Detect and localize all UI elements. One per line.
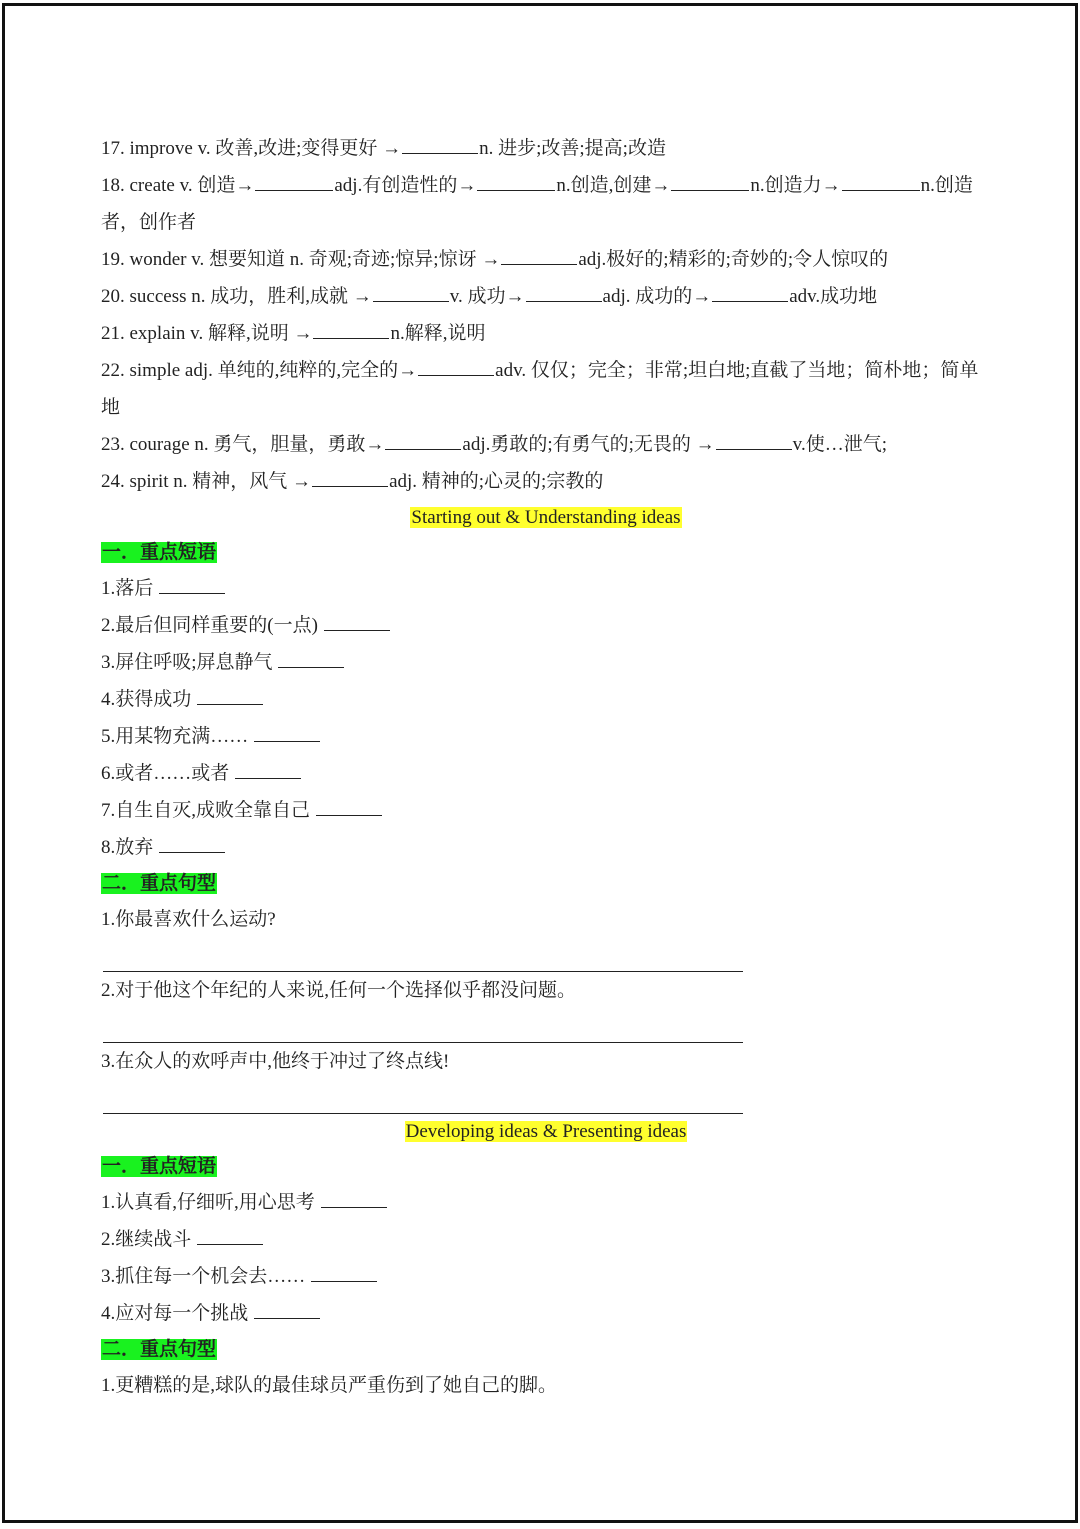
phrase-text: 1.落后 — [101, 578, 154, 599]
phrase-text: 4.获得成功 — [101, 689, 192, 710]
section-title: Developing ideas & Presenting ideas — [405, 1121, 687, 1142]
vocab-item-19 — [101, 241, 991, 278]
answer-blank[interactable] — [477, 171, 555, 191]
phrase-item — [101, 1258, 991, 1295]
vocab-item-18-continuation — [101, 204, 991, 241]
vocab-item-21 — [101, 315, 991, 352]
answer-blank[interactable] — [526, 282, 602, 302]
phrase-item — [101, 718, 991, 755]
sentence-item — [101, 1367, 991, 1404]
phrase-item — [101, 607, 991, 644]
phrase-item — [101, 1221, 991, 1258]
vocab-text: 18. create v. 创造→ — [101, 175, 255, 196]
answer-blank[interactable] — [235, 759, 301, 779]
sentence-text: 1.更糟糕的是,球队的最佳球员严重伤到了她自己的脚。 — [101, 1375, 558, 1396]
sentences-heading: 二．重点句型 — [102, 873, 217, 894]
phrase-item — [101, 1184, 991, 1221]
vocab-text: adj.勇敢的;有勇气的;无畏的 → — [462, 434, 715, 455]
sentence-text: 2.对于他这个年纪的人来说,任何一个选择似乎都没问题。 — [101, 980, 577, 1001]
vocab-text: adj.极好的;精彩的;奇妙的;令人惊叹的 — [578, 249, 889, 270]
sentences-heading-row — [101, 1332, 991, 1367]
worksheet-page — [2, 3, 1078, 1523]
vocab-text: 者，创作者 — [101, 212, 197, 233]
phrase-item — [101, 644, 991, 681]
phrase-item — [101, 1295, 991, 1332]
phrase-item — [101, 570, 991, 607]
phrase-text: 2.继续战斗 — [101, 1229, 192, 1250]
phrase-text: 6.或者……或者 — [101, 763, 230, 784]
answer-blank[interactable] — [312, 467, 388, 487]
answer-blank[interactable] — [712, 282, 788, 302]
vocab-item-22-continuation — [101, 389, 991, 426]
phrase-text: 8.放弃 — [101, 837, 154, 858]
vocab-text: adj.有创造性的→ — [334, 175, 477, 196]
sentences-heading: 二．重点句型 — [102, 1339, 217, 1360]
section-title-row — [101, 500, 991, 535]
phrases-heading: 一．重点短语 — [102, 542, 217, 563]
answer-blank[interactable] — [311, 1262, 377, 1282]
vocab-text: adv. 仅仅；完全；非常;坦白地;直截了当地；简朴地；简单 — [495, 360, 979, 381]
answer-blank[interactable] — [671, 171, 749, 191]
vocab-text: v. 成功→ — [449, 286, 525, 307]
answer-blank[interactable] — [501, 245, 577, 265]
vocab-text: n. 进步;改善;提高;改造 — [479, 138, 666, 159]
phrase-item — [101, 792, 991, 829]
sentences-heading-row — [101, 866, 991, 901]
sentence-item — [101, 1043, 991, 1080]
vocab-text: 21. explain v. 解释,说明 → — [101, 323, 313, 344]
answer-blank[interactable] — [418, 356, 494, 376]
vocab-text: adj. 精神的;心灵的;宗教的 — [389, 471, 604, 492]
answer-blank[interactable] — [316, 796, 382, 816]
phrase-text: 1.认真看,仔细听,用心思考 — [101, 1192, 315, 1213]
vocab-item-22 — [101, 352, 991, 389]
vocab-text: 24. spirit n. 精神，风气 → — [101, 471, 312, 492]
vocab-item-24 — [101, 463, 991, 500]
answer-blank[interactable] — [716, 430, 792, 450]
vocab-text: adv.成功地 — [789, 286, 878, 307]
vocab-text: adj. 成功的→ — [602, 286, 712, 307]
worksheet-content — [101, 130, 991, 1404]
phrase-text: 3.屏住呼吸;屏息静气 — [101, 652, 273, 673]
vocab-text: v.使…泄气; — [792, 434, 887, 455]
phrase-text: 3.抓住每一个机会去…… — [101, 1266, 306, 1287]
vocab-item-17 — [101, 130, 991, 167]
answer-blank[interactable] — [159, 574, 225, 594]
answer-blank[interactable] — [385, 430, 461, 450]
answer-blank[interactable] — [278, 648, 344, 668]
sentence-text: 1.你最喜欢什么运动? — [101, 909, 276, 930]
answer-blank[interactable] — [842, 171, 920, 191]
vocab-text: 20. success n. 成功，胜利,成就 → — [101, 286, 372, 307]
vocab-text: n.创造,创建→ — [556, 175, 671, 196]
vocab-text: 19. wonder v. 想要知道 n. 奇观;奇迹;惊异;惊讶 → — [101, 249, 501, 270]
vocab-item-18 — [101, 167, 991, 204]
phrase-item — [101, 829, 991, 866]
phrases-heading: 一．重点短语 — [102, 1156, 217, 1177]
sentence-item — [101, 972, 991, 1009]
answer-blank[interactable] — [159, 833, 225, 853]
answer-blank[interactable] — [197, 685, 263, 705]
vocab-text: n.创造 — [920, 175, 973, 196]
sentence-item — [101, 901, 991, 938]
vocab-text: 23. courage n. 勇气，胆量，勇敢→ — [101, 434, 385, 455]
phrase-text: 4.应对每一个挑战 — [101, 1303, 249, 1324]
answer-blank[interactable] — [324, 611, 390, 631]
sentence-text: 3.在众人的欢呼声中,他终于冲过了终点线! — [101, 1051, 450, 1072]
answer-blank[interactable] — [255, 171, 333, 191]
phrase-text: 5.用某物充满…… — [101, 726, 249, 747]
answer-blank[interactable] — [373, 282, 449, 302]
vocab-text: n.解释,说明 — [390, 323, 486, 344]
answer-blank[interactable] — [254, 1299, 320, 1319]
phrase-text: 2.最后但同样重要的(一点) — [101, 615, 318, 636]
answer-blank[interactable] — [254, 722, 320, 742]
vocab-item-23 — [101, 426, 991, 463]
phrases-heading-row — [101, 1149, 991, 1184]
answer-blank[interactable] — [197, 1225, 263, 1245]
vocab-text: 地 — [101, 397, 121, 418]
answer-blank[interactable] — [321, 1188, 387, 1208]
vocab-text: 22. simple adj. 单纯的,纯粹的,完全的→ — [101, 360, 418, 381]
vocab-item-20 — [101, 278, 991, 315]
vocab-text: n.创造力→ — [750, 175, 841, 196]
answer-blank[interactable] — [402, 134, 478, 154]
section-title-row — [101, 1114, 991, 1149]
section-title: Starting out & Understanding ideas — [411, 507, 681, 528]
answer-blank[interactable] — [313, 319, 389, 339]
vocab-text: 17. improve v. 改善,改进;变得更好 → — [101, 138, 402, 159]
phrase-item — [101, 755, 991, 792]
phrase-item — [101, 681, 991, 718]
phrases-heading-row — [101, 535, 991, 570]
phrase-text: 7.自生自灭,成败全靠自己 — [101, 800, 311, 821]
